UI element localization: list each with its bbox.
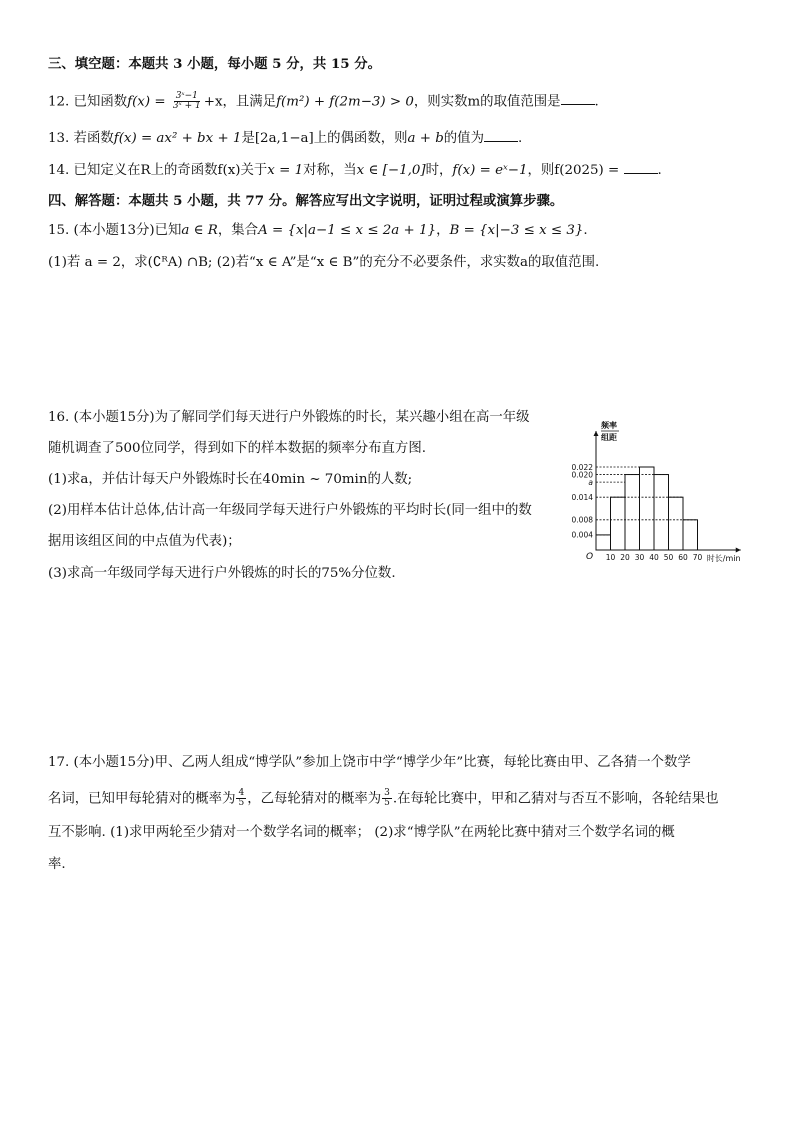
y-tick-label: 0.014 xyxy=(571,492,593,502)
histogram-bar xyxy=(654,475,669,550)
q13-end: . xyxy=(517,131,523,146)
q17-prob-yi xyxy=(382,789,392,809)
q14-range: x ∈ [−1,0] xyxy=(356,163,426,178)
q15-prefix: 15. (本小题13分)已知 xyxy=(48,223,182,238)
x-tick-label: 60 xyxy=(678,553,688,562)
q15-mid: ，集合 xyxy=(217,223,259,238)
q14-end: . xyxy=(657,163,662,178)
q15-set-b: B = {x|−3 ≤ x ≤ 3} xyxy=(449,223,584,238)
question-15-line-1 xyxy=(48,223,588,239)
q12-fraction-denominator: 3ˣ + 1 xyxy=(172,101,201,112)
q13-prefix: 13. 若函数 xyxy=(48,131,114,146)
x-tick-label: 50 xyxy=(663,553,674,562)
q12-after-fraction: +x，且满足 xyxy=(203,94,277,110)
q12-fraction xyxy=(171,92,203,112)
frequency-histogram xyxy=(565,417,755,575)
histogram-bar xyxy=(625,475,640,550)
q15-separator: ， xyxy=(436,223,450,238)
question-17-line-2 xyxy=(48,789,718,809)
question-16-line-5: 据用该组区间的中点值为代表)； xyxy=(48,534,241,549)
q17-line2-c: .在每轮比赛中，甲和乙猜对与否互不影响，各轮结果也 xyxy=(392,791,719,807)
y-tick-label: 0.022 xyxy=(571,462,593,472)
q13-suffix: 的值为 xyxy=(443,131,484,146)
q15-set-a: A = {x|a−1 ≤ x ≤ 2a + 1} xyxy=(258,223,437,238)
y-tick-label: 0.008 xyxy=(571,515,593,525)
question-17-line-4: 率. xyxy=(48,857,66,872)
q12-fraction-numerator: 3ˣ−1 xyxy=(175,91,198,101)
q14-answer-blank[interactable] xyxy=(624,161,658,174)
x-axis-arrow-icon xyxy=(736,548,741,553)
question-16-line-3: (1)求a，并估计每天户外锻炼时长在40min ~ 70min的人数; xyxy=(48,472,413,487)
q17-prob-jia xyxy=(236,789,246,809)
q14-prefix: 14. 已知定义在R上的奇函数f(x)关于 xyxy=(48,163,268,178)
q14-symmetry: x = 1 xyxy=(267,163,304,178)
question-15-line-2: (1)若 a = 2，求(∁ᴿA) ∩B; (2)若“x ∈ A”是“x ∈ B”的充分不必要条件，求实数a的取值范围. xyxy=(48,255,600,270)
q17-prob-jia-numerator: 4 xyxy=(238,788,245,798)
y-tick-label: 0.004 xyxy=(571,530,593,540)
question-14 xyxy=(48,161,662,179)
histogram-bar xyxy=(640,467,655,550)
question-16-line-6: (3)求高一年级同学每天进行户外锻炼的时长的75%分位数. xyxy=(48,566,396,581)
q14-suffix: ，则f(2025) = xyxy=(527,163,620,178)
q14-mid2: 时， xyxy=(425,163,453,178)
question-16-line-1: 16. (本小题15分)为了解同学们每天进行户外锻炼的时长，某兴趣小组在高一年级 xyxy=(48,410,530,425)
q17-line2-b: ，乙每轮猜对的概率为 xyxy=(247,791,382,807)
y-tick-label: a xyxy=(588,477,593,487)
y-label-bottom: 组距 xyxy=(601,433,617,442)
q12-suffix: ，则实数m的取值范围是 xyxy=(413,94,561,110)
histogram-bar xyxy=(669,497,684,550)
question-17-line-3: 互不影响. (1)求甲两轮至少猜对一个数学名词的概率； (2)求“博学队”在两轮比赛中猜对三个数学名词的概 xyxy=(48,825,675,840)
q12-function-lhs: f(x) = xyxy=(127,94,170,110)
q12-answer-blank[interactable] xyxy=(561,92,595,105)
section-heading-fill-in: 三、填空题：本题共 3 小题，每小题 5 分，共 15 分。 xyxy=(48,56,382,72)
x-tick-label: 30 xyxy=(634,553,645,562)
q17-prob-yi-numerator: 3 xyxy=(384,788,390,798)
q12-condition: f(m²) + f(2m−3) > 0 xyxy=(276,94,414,110)
q15-a-in-r: a ∈ R xyxy=(181,223,218,238)
q14-mid: 对称，当 xyxy=(303,163,357,178)
x-tick-label: 40 xyxy=(649,553,659,562)
q17-line2-a: 名词，已知甲每轮猜对的概率为 xyxy=(48,791,236,807)
histogram-bar xyxy=(596,535,611,550)
x-tick-label: 70 xyxy=(692,553,703,562)
question-13 xyxy=(48,129,522,147)
question-16-line-4: (2)用样本估计总体,估计高一年级同学每天进行户外锻炼的平均时长(同一组中的数 xyxy=(48,503,532,518)
x-axis-label: 时长/min xyxy=(706,554,741,563)
y-axis-arrow-icon xyxy=(594,431,599,436)
question-12 xyxy=(48,92,599,112)
q12-end: . xyxy=(594,94,599,110)
y-label-top: 频率 xyxy=(601,421,617,430)
histogram-bar xyxy=(683,520,698,550)
section-heading-solutions: 四、解答题：本题共 5 小题，共 77 分。解答应写出文字说明，证明过程或演算步骤。 xyxy=(48,193,564,209)
q13-function: f(x) = ax² + bx + 1 xyxy=(113,131,242,146)
q14-function: f(x) = eˣ−1 xyxy=(452,163,528,178)
q13-expression: a + b xyxy=(407,131,444,146)
q13-middle: 是[2a,1−a]上的偶函数，则 xyxy=(241,131,408,146)
x-tick-label: 20 xyxy=(620,553,630,562)
q15-end: . xyxy=(583,223,588,238)
q12-prefix: 12. 已知函数 xyxy=(48,94,128,110)
q13-answer-blank[interactable] xyxy=(484,129,518,142)
y-tick-label: 0.020 xyxy=(571,470,593,480)
q17-prob-jia-denominator: 5 xyxy=(238,798,245,809)
q17-prob-yi-denominator: 5 xyxy=(384,798,390,809)
origin-label: O xyxy=(586,552,594,562)
x-tick-label: 10 xyxy=(605,553,616,562)
histogram-bar xyxy=(611,497,626,550)
question-16-line-2: 随机调查了500位同学，得到如下的样本数据的频率分布直方图. xyxy=(48,441,426,456)
question-17-line-1: 17. (本小题15分)甲、乙两人组成“博学队”参加上饶市中学“博学少年”比赛，每轮比赛由甲、乙各猜一个数学 xyxy=(48,755,691,770)
